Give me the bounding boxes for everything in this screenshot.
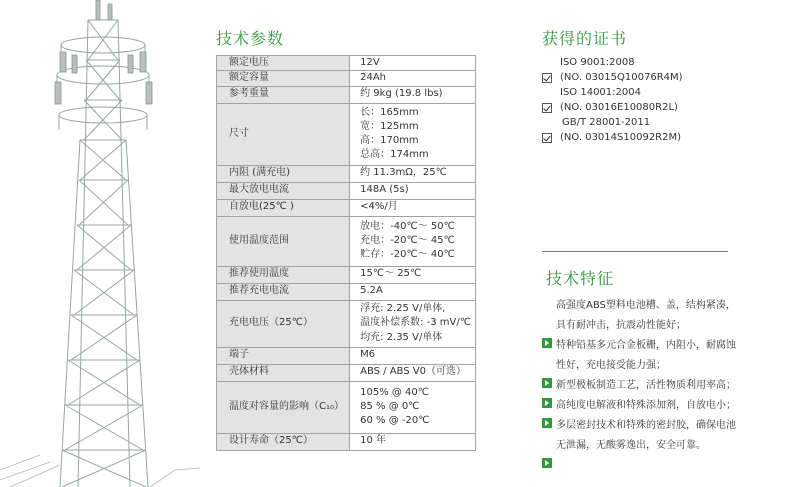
spec-value-line: ABS / ABS V0（可选） — [360, 366, 466, 378]
spec-value-line: 贮存：-20℃～ 40℃ — [360, 249, 455, 261]
feature-line — [542, 293, 782, 313]
spec-row — [217, 347, 476, 364]
spec-row — [217, 283, 476, 300]
spec-title: 技术参数 — [216, 29, 285, 48]
spec-value-line: 15℃～ 25℃ — [360, 268, 422, 280]
spec-row — [217, 56, 476, 71]
spec-value — [350, 103, 476, 165]
cert-text: (NO. 03015Q10076R4M) — [560, 72, 683, 83]
spec-value — [350, 216, 476, 266]
feature-line — [542, 413, 782, 433]
spec-value-line: <4%/月 — [360, 201, 398, 213]
spec-value-line: 约 9kg (19.8 lbs) — [360, 88, 443, 100]
spec-key: 壳体材料 — [217, 364, 350, 381]
spec-value — [350, 165, 476, 182]
spec-value — [350, 300, 476, 347]
spec-row — [217, 381, 476, 433]
spec-key: 端子 — [217, 347, 350, 364]
spec-value-line: 60 % @ -20℃ — [360, 415, 430, 427]
cert-text: ISO 14001:2004 — [560, 87, 641, 98]
spec-key: 内阻 (满充电) — [217, 165, 350, 182]
spec-value-line: 总高：174mm — [360, 149, 429, 161]
feature-text: 高强度ABS塑料电池槽、盖，结构紧凑， — [556, 299, 736, 311]
spec-value — [350, 266, 476, 283]
spec-value-line: 24Ah — [360, 72, 387, 84]
checkbox-icon — [542, 103, 552, 113]
spec-value-line: 均充: 2.35 V/单体 — [360, 331, 443, 343]
spec-key: 温度对容量的影响（C₁₀） — [217, 381, 350, 433]
spec-key: 最大放电电流 — [217, 182, 350, 199]
certs-list — [542, 55, 742, 145]
spec-value-line: 充电：-20℃～ 45℃ — [360, 234, 455, 246]
spec-value-line: 放电：-40℃～ 50℃ — [360, 220, 455, 232]
spec-key: 充电电压（25℃） — [217, 300, 350, 347]
spec-key: 尺寸 — [217, 103, 350, 165]
feature-text: 具有耐冲击，抗震动性能好； — [556, 319, 686, 331]
certs-title: 获得的证书 — [542, 29, 628, 48]
spec-value-line: 148A (5s) — [360, 184, 409, 196]
telecom-tower-illustration — [0, 0, 200, 487]
green-arrow-bullet-icon — [542, 398, 552, 408]
spec-row — [217, 86, 476, 103]
spec-value-line: 12V — [360, 57, 380, 68]
spec-value — [350, 71, 476, 86]
feature-line — [542, 373, 782, 393]
spec-row — [217, 199, 476, 216]
spec-key: 设计寿命（25℃） — [217, 433, 350, 450]
checkbox-icon — [542, 73, 552, 83]
feature-line — [542, 333, 782, 353]
spec-value-line: 高：170mm — [360, 135, 419, 147]
cert-line — [542, 70, 742, 85]
spec-row — [217, 433, 476, 450]
feature-text: 性好，充电接受能力强； — [556, 359, 666, 371]
feature-line — [542, 393, 782, 413]
spec-row — [217, 71, 476, 86]
divider-line — [542, 251, 728, 252]
green-arrow-bullet-icon — [542, 338, 552, 348]
spec-key: 自放电(25℃ ) — [217, 199, 350, 216]
spec-value — [350, 347, 476, 364]
feature-line — [542, 313, 782, 333]
feature-line — [542, 433, 782, 453]
spec-row — [217, 103, 476, 165]
green-arrow-bullet-icon — [542, 378, 552, 388]
spec-value-line: 5.2A — [360, 285, 383, 297]
feature-text: 多层密封技术和特殊的密封胶，确保电池 — [556, 419, 736, 431]
spec-key: 额定电压 — [217, 56, 350, 71]
spec-key: 额定容量 — [217, 71, 350, 86]
feature-line — [542, 453, 782, 473]
checkbox-icon — [542, 133, 552, 143]
spec-value — [350, 56, 476, 71]
spec-value — [350, 283, 476, 300]
cert-line — [542, 85, 742, 100]
green-arrow-bullet-icon — [542, 418, 552, 428]
features-list — [542, 293, 782, 473]
cert-text: (NO. 03014S10092R2M) — [560, 132, 682, 143]
spec-value-line: 85 % @ 0℃ — [360, 400, 420, 412]
feature-text: 无泄漏，无酸雾逸出，安全可靠。 — [556, 439, 706, 451]
spec-value — [350, 86, 476, 103]
spec-value-line: 10 年 — [360, 435, 387, 447]
spec-row — [217, 364, 476, 381]
spec-value — [350, 364, 476, 381]
feature-text: 特种铅基多元合金板栅，内阻小，耐腐蚀 — [556, 339, 736, 351]
cert-line — [542, 115, 742, 130]
feature-line — [542, 353, 782, 373]
spec-row — [217, 216, 476, 266]
spec-key: 参考重量 — [217, 86, 350, 103]
spec-value — [350, 433, 476, 450]
feature-text: 高纯度电解液和特殊添加剂，自放电小； — [556, 399, 736, 411]
cert-text: GB/T 28001-2011 — [562, 117, 651, 128]
spec-value — [350, 182, 476, 199]
spec-key: 使用温度范围 — [217, 216, 350, 266]
spec-row — [217, 266, 476, 283]
spec-value-line: 长：165mm — [360, 106, 419, 118]
spec-row — [217, 300, 476, 347]
spec-value-line: 浮充: 2.25 V/单体, — [360, 303, 446, 315]
cert-line — [542, 100, 742, 115]
spec-value-line: 105% @ 40℃ — [360, 386, 430, 398]
cert-text: (NO. 03016E10080R2L) — [560, 102, 678, 113]
cert-text: ISO 9001:2008 — [560, 57, 635, 68]
spec-value — [350, 381, 476, 433]
spec-table — [216, 55, 476, 451]
spec-row — [217, 165, 476, 182]
spec-value-line: M6 — [360, 349, 376, 361]
spec-value — [350, 199, 476, 216]
spec-row — [217, 182, 476, 199]
green-arrow-bullet-icon — [542, 458, 552, 468]
spec-value-line: 宽：125mm — [360, 120, 419, 132]
spec-value-line: 约 11.3mΩ，25℃ — [360, 167, 447, 179]
spec-key: 推荐使用温度 — [217, 266, 350, 283]
cert-line — [542, 55, 742, 70]
spec-key: 推荐充电电流 — [217, 283, 350, 300]
cert-line — [542, 130, 742, 145]
spec-value-line: 温度补偿系数: -3 mV/℃ — [360, 317, 471, 329]
features-title: 技术特征 — [546, 269, 615, 288]
feature-text: 新型极板制造工艺，活性物质利用率高； — [556, 379, 736, 391]
